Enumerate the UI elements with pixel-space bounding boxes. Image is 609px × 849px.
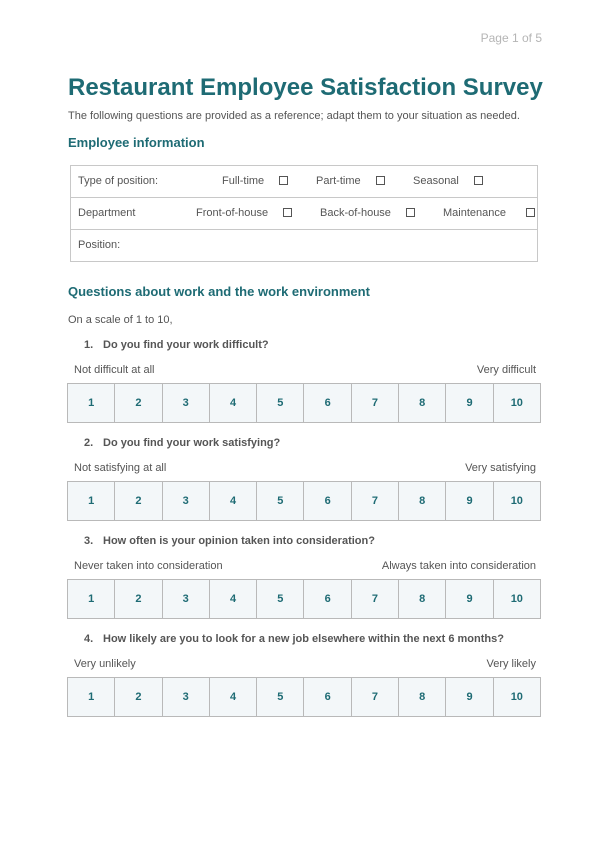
department-row (71, 198, 537, 230)
option-label: Front-of-house (196, 207, 269, 219)
rating-option[interactable]: 1 (68, 384, 115, 422)
option-back-of-house[interactable] (320, 198, 415, 229)
seasonal-checkbox[interactable] (474, 176, 483, 185)
rating-scale-4 (67, 677, 541, 717)
option-label: Maintenance (443, 207, 506, 219)
position-label: Position: (78, 239, 121, 251)
part-time-checkbox[interactable] (376, 176, 385, 185)
rating-option[interactable]: 9 (446, 384, 493, 422)
rating-option[interactable]: 2 (115, 482, 162, 520)
option-seasonal[interactable] (413, 166, 483, 197)
scale-low-label: Very unlikely (74, 658, 136, 670)
back-of-house-checkbox[interactable] (406, 208, 415, 217)
scale-high-label: Very likely (486, 658, 536, 670)
rating-option[interactable]: 8 (399, 678, 446, 716)
option-label: Seasonal (413, 175, 459, 187)
employee-info-table (70, 165, 538, 262)
option-label: Full-time (222, 175, 265, 187)
rating-option[interactable]: 9 (446, 482, 493, 520)
rating-option[interactable]: 4 (210, 580, 257, 618)
rating-option[interactable]: 9 (446, 580, 493, 618)
rating-option[interactable]: 4 (210, 678, 257, 716)
question-number: 4. (84, 633, 94, 645)
rating-option[interactable]: 4 (210, 482, 257, 520)
position-type-row (71, 166, 537, 198)
employee-info-heading: Employee information (68, 135, 205, 150)
front-of-house-checkbox[interactable] (283, 208, 292, 217)
rating-option[interactable]: 5 (257, 384, 304, 422)
question-3 (84, 535, 375, 547)
scale-low-label: Not satisfying at all (74, 462, 167, 474)
rating-option[interactable]: 7 (352, 678, 399, 716)
question-4 (84, 633, 504, 645)
scale-high-label: Always taken into consideration (381, 560, 536, 572)
option-part-time[interactable] (316, 166, 385, 197)
rating-option[interactable]: 8 (399, 384, 446, 422)
rating-option[interactable]: 8 (399, 580, 446, 618)
maintenance-checkbox[interactable] (526, 208, 535, 217)
rating-option[interactable]: 8 (399, 482, 446, 520)
rating-option[interactable]: 10 (510, 495, 523, 507)
department-label: Department (78, 207, 136, 219)
rating-option[interactable]: 1 (68, 580, 115, 618)
rating-option[interactable]: 5 (257, 482, 304, 520)
question-1 (84, 339, 269, 351)
option-maintenance[interactable] (443, 198, 535, 229)
scale-high-label: Very satisfying (465, 462, 536, 474)
rating-scale-3 (67, 579, 541, 619)
scale-high-label: Very difficult (476, 364, 536, 376)
full-time-checkbox[interactable] (279, 176, 288, 185)
rating-option[interactable]: 5 (257, 580, 304, 618)
scale-low-label: Never taken into consideration (74, 560, 223, 572)
position-row[interactable] (71, 230, 537, 261)
rating-option[interactable]: 6 (304, 678, 351, 716)
question-2 (84, 437, 280, 449)
survey-title: Restaurant Employee Satisfaction Survey (68, 74, 543, 101)
rating-option[interactable]: 5 (257, 678, 304, 716)
rating-option[interactable]: 9 (446, 678, 493, 716)
rating-scale-2 (67, 481, 541, 521)
rating-option[interactable]: 3 (163, 482, 210, 520)
rating-option[interactable]: 3 (163, 384, 210, 422)
rating-option[interactable]: 3 (163, 678, 210, 716)
rating-option[interactable]: 7 (352, 580, 399, 618)
rating-option[interactable]: 6 (304, 580, 351, 618)
position-type-label: Type of position: (78, 175, 159, 187)
work-section-heading: Questions about work and the work environment (68, 284, 370, 299)
rating-option[interactable]: 2 (115, 580, 162, 618)
question-text: Do you find your work difficult? (103, 339, 269, 351)
intro-text: The following questions are provided as a reference; adapt them to your situation as needed. (68, 110, 520, 122)
option-label: Back-of-house (320, 207, 391, 219)
rating-option[interactable]: 7 (352, 482, 399, 520)
question-text: How often is your opinion taken into consideration? (103, 535, 375, 547)
rating-option[interactable]: 10 (510, 691, 523, 703)
scale-intro: On a scale of 1 to 10, (68, 314, 173, 326)
rating-option[interactable]: 6 (304, 384, 351, 422)
rating-option[interactable]: 4 (210, 384, 257, 422)
rating-option[interactable]: 10 (510, 397, 523, 409)
question-number: 3. (84, 535, 94, 547)
rating-scale-1 (67, 383, 541, 423)
question-number: 2. (84, 437, 94, 449)
rating-option[interactable]: 1 (68, 678, 115, 716)
rating-option[interactable]: 6 (304, 482, 351, 520)
question-number: 1. (84, 339, 94, 351)
option-front-of-house[interactable] (196, 198, 292, 229)
rating-option[interactable]: 1 (68, 482, 115, 520)
option-label: Part-time (316, 175, 361, 187)
rating-option[interactable]: 2 (115, 678, 162, 716)
option-full-time[interactable] (222, 166, 288, 197)
rating-option[interactable]: 2 (115, 384, 162, 422)
question-text: Do you find your work satisfying? (103, 437, 281, 449)
rating-option[interactable]: 3 (163, 580, 210, 618)
rating-option[interactable]: 10 (510, 593, 523, 605)
page-number: Page 1 of 5 (480, 31, 542, 45)
rating-option[interactable]: 7 (352, 384, 399, 422)
question-text: How likely are you to look for a new job elsewhere within the next 6 months? (103, 633, 504, 645)
scale-low-label: Not difficult at all (74, 364, 155, 376)
